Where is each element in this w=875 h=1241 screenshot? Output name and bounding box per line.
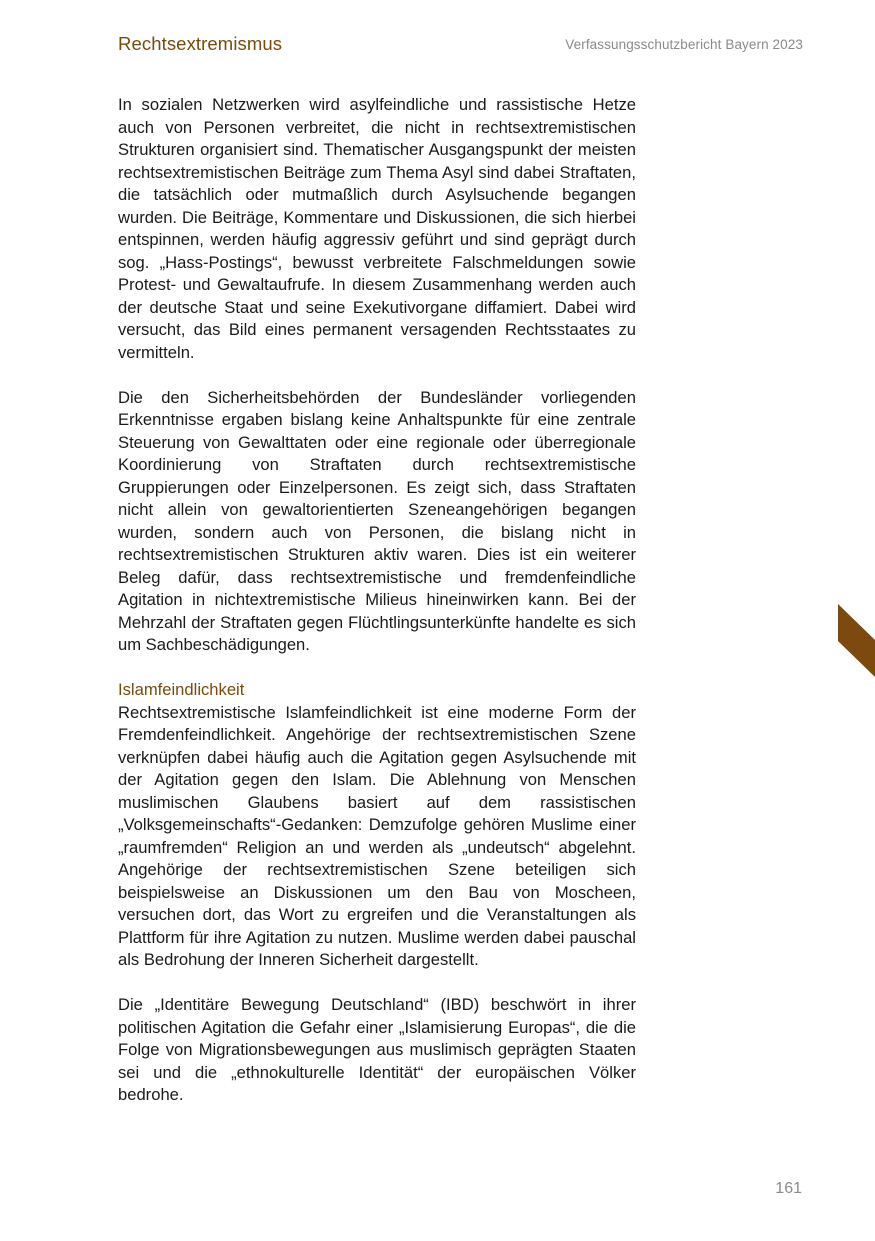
paragraph-islamophobia: Rechtsextremistische Islamfeindlichkeit ist eine moderne Form der Fremdenfeindlichkeit. Angehörige der rechtsextremistischen Szene verknüpfen dabei häufig auch die Agitation gegen Asylsuchende mit der Agitation gegen den Islam. Die Ablehnung von Menschen muslimischen Glaubens basiert auf dem rassistischen „Volksgemeinschafts“-Gedanken: Demzufolge gehören Muslime einer „raumfremden“ Religion an und werden als „undeutsch“ abgelehnt. Angehörige der rechtsextremistischen Szene beteiligen sich beispielsweise an Diskussionen um den Bau von Moscheen, versuchen dort, das Wort zu ergreifen und die Veranstaltungen als Plattform für ihre Agitation zu nutzen. Muslime werden dabei pauschal als Bedrohung der Inneren Sicherheit dargestellt. — [118, 702, 636, 969]
chapter-tab-marker — [838, 604, 875, 677]
paragraph-social-networks: In sozialen Netzwerken wird asylfeindliche und rassistische Hetze auch von Personen verbreitet, die nicht in rechtsextremistischen Strukturen organisiert sind. Thematischer Ausgangspunkt der meisten rechtsextremistischen Beiträge zum Thema Asyl sind dabei Straftaten, die tatsächlich oder mutmaßlich durch Asylsuchende begangen wurden. Die Beiträge, Kommentare und Diskussionen, die sich hierbei entspinnen, werden häufig aggressiv geführt und sind geprägt durch sog. „Hass-Postings“, bewusst verbreitete Falschmeldungen sowie Protest- und Gewaltaufrufe. In diesem Zusammenhang werden auch der deutsche Staat und seine Exekutivorgane diffamiert. Dabei wird versucht, das Bild eines permanent versagenden Rechtsstaates zu vermitteln. — [118, 95, 636, 362]
chapter-tab-shape — [838, 604, 875, 677]
subheading-islamophobia: Islamfeindlichkeit — [118, 680, 245, 699]
page-number: 161 — [775, 1180, 802, 1197]
section-title: Rechtsextremismus — [118, 33, 283, 54]
paragraph-security-findings: Die den Sicherheitsbehörden der Bundesländer vorliegenden Erkenntnisse ergaben bislang keine Anhaltspunkte für eine zentrale Steuerung von Gewalttaten oder eine regionale oder überregionale Koordinierung von Straftaten durch rechtsextremistische Gruppierungen oder Einzelpersonen. Es zeigt sich, dass Straftaten nicht allein von gewaltorientierten Szeneangehörigen begangen wurden, sondern auch von Personen, die bislang nicht in rechtsextremistischen Strukturen aktiv waren. Dies ist ein weiterer Beleg dafür, dass rechtsextremistische und fremdenfeindliche Agitation in nichtextremistische Milieus hineinwirken kann. Bei der Mehrzahl der Straftaten gegen Flüchtlingsunterkünfte handelte es sich um Sachbeschädigungen. — [118, 387, 636, 654]
main-content — [118, 94, 636, 1129]
paragraph-ibd: Die „Identitäre Bewegung Deutschland“ (IBD) beschwört in ihrer politischen Agitation die Gefahr einer „Islamisierung Europas“, die die Folge von Migrationsbewegungen aus muslimisch geprägten Staaten sei und die „ethnokulturelle Identität“ der europäischen Völker bedrohe. — [118, 995, 636, 1104]
report-title: Verfassungsschutzbericht Bayern 2023 — [565, 37, 803, 52]
